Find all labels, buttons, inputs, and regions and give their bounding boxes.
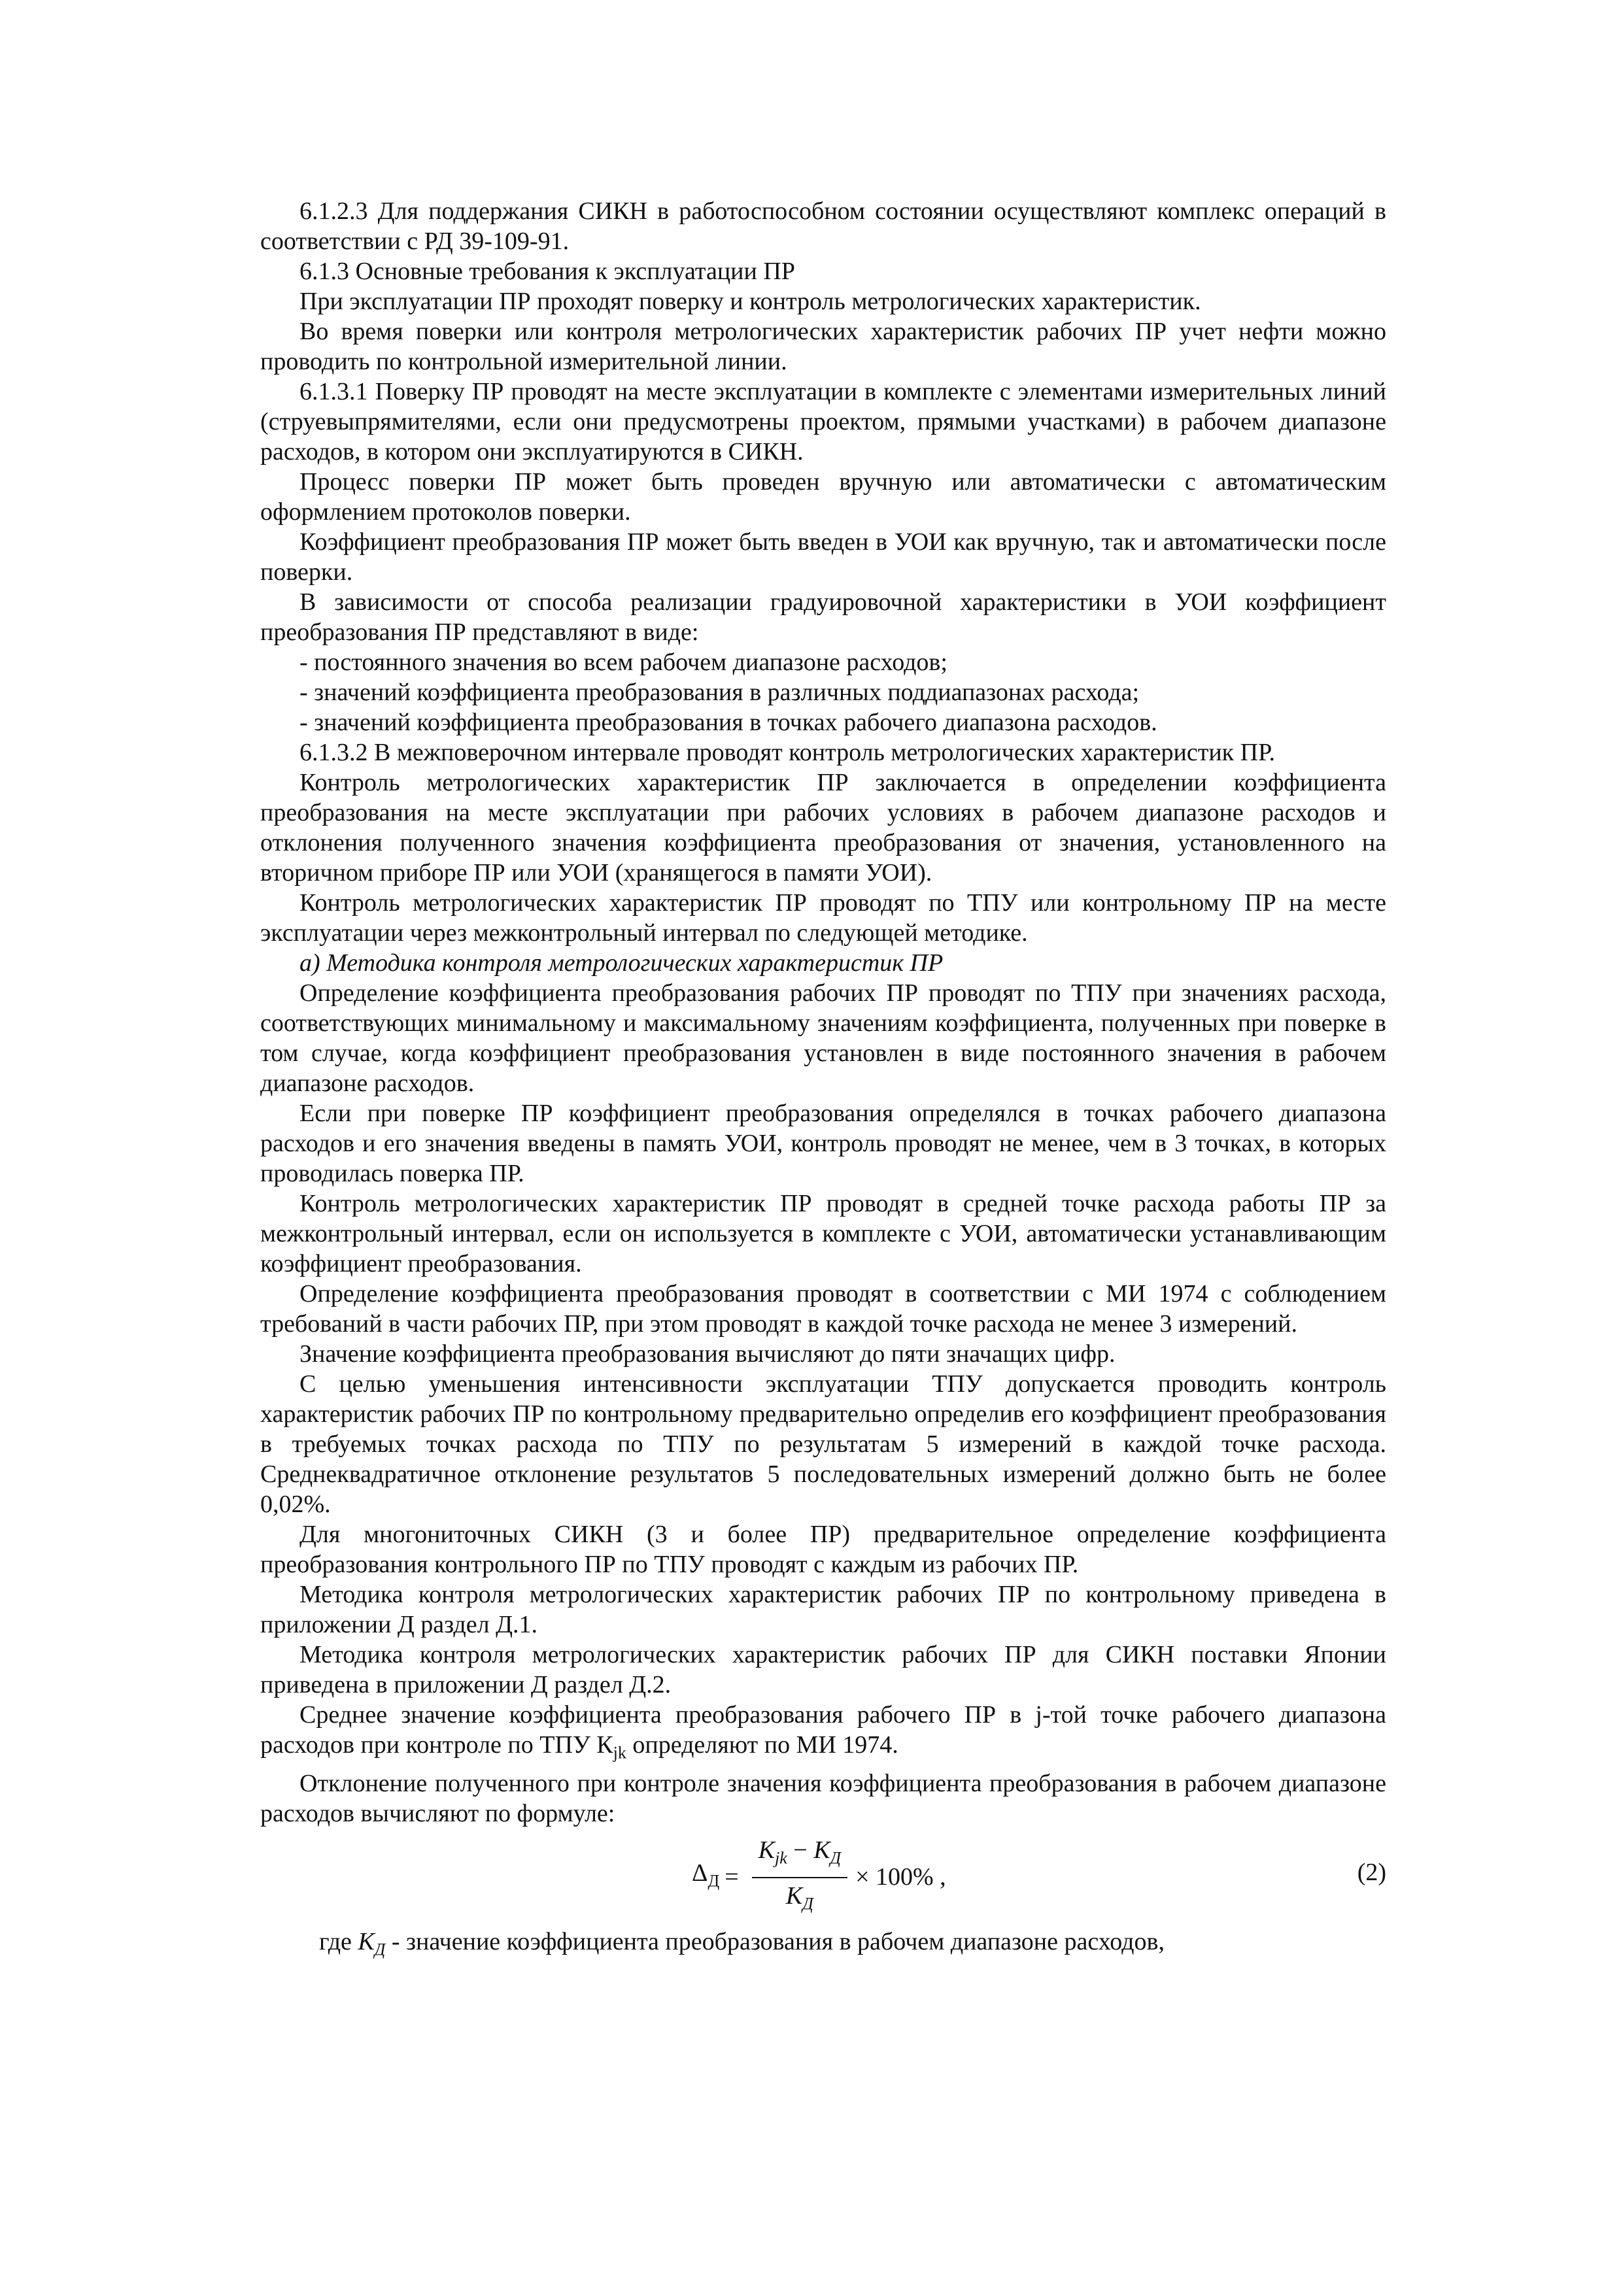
paragraph-mean-coefficient <box>260 1700 1386 1768</box>
section-heading-6-1-3: 6.1.3 Основные требования к эксплуатации ПР <box>299 258 795 285</box>
fraction-denominator: $K_Д$ <box>785 1882 813 1914</box>
paragraph-6-1-2-3: 6.1.2.3 Для поддержания СИКН в работоспособном состоянии осуществляют комплекс операций в соответствии с РД 39-109-91. <box>260 197 1386 255</box>
paragraph: Контроль метрологических характеристик ПР проводят по ТПУ или контрольному ПР на месте эксплуатации через межконтрольный интервал по следующей методике. <box>260 889 1386 947</box>
paragraph: Методика контроля метрологических характеристик рабочих ПР для СИКН поставки Японии приведена в приложении Д раздел Д.2. <box>260 1641 1386 1698</box>
paragraph: Отклонение полученного при контроле значения коэффициента преобразования в рабочем диапазоне расходов вычисляют по формуле: <box>260 1769 1386 1827</box>
paragraph: Контроль метрологических характеристик ПР проводят в средней точке расхода работы ПР за межконтрольный интервал, если он используется в комплекте с УОИ, автоматически устанавливающим коэффициент преобразования. <box>260 1190 1386 1277</box>
paragraph: С целью уменьшения интенсивности эксплуатации ТПУ допускается проводить контроль характеристик рабочих ПР по контрольному предварительно определив его коэффициент преобразования в требуемых точках расхода по ТПУ по результатам 5 измерений в каждой точке расхода. Среднеквадратичное отклонение результатов 5 последовательных измерений должно быть не более 0,02%. <box>260 1370 1386 1518</box>
fraction-numerator: $K_{jk} - K_Д$ <box>752 1835 847 1879</box>
subsection-heading-a: а) Методика контроля метрологических характеристик ПР <box>299 949 944 977</box>
paragraph: Во время поверки или контроля метрологических характеристик рабочих ПР учет нефти можно проводить по контрольной измерительной линии. <box>260 318 1386 375</box>
paragraph: Для многониточных СИКН (3 и более ПР) предварительное определение коэффициента преобразования контрольного ПР по ТПУ проводят с каждым из рабочих ПР. <box>260 1521 1386 1578</box>
paragraph-text: Среднее значение коэффициента преобразования рабочего ПР в j-той точке рабочего диапазона расходов при контроле по ТПУ К <box>260 1701 1386 1759</box>
list-item: - значений коэффициента преобразования в точках рабочего диапазона расходов. <box>299 709 1157 736</box>
formula-lhs: $\Delta_Д$ <box>692 1859 720 1891</box>
paragraph: В зависимости от способа реализации градуировочной характеристики в УОИ коэффициент преобразования ПР представляют в виде: <box>260 588 1386 646</box>
fraction <box>752 1835 847 1919</box>
list-item: - постоянного значения во всем рабочем диапазоне расходов; <box>299 649 947 676</box>
equals-sign: = <box>725 1863 739 1891</box>
formula-number: (2) <box>1357 1858 1386 1886</box>
document-body <box>260 196 1386 1965</box>
paragraph: При эксплуатации ПР проходят поверку и контроль метрологических характеристик. <box>299 288 1201 315</box>
paragraph: Процесс поверки ПР может быть проведен вручную или автоматически с автоматическим оформлением протоколов поверки. <box>260 468 1386 526</box>
paragraph: Контроль метрологических характеристик ПР заключается в определении коэффициента преобразования на месте эксплуатации при рабочих условиях в рабочем диапазоне расходов и отклонения полученного значения коэффициента преобразования от значения, установленного на вторичном приборе ПР или УОИ (хранящегося в памяти УОИ). <box>260 769 1386 886</box>
paragraph: Методика контроля метрологических характеристик рабочих ПР по контрольному приведена в приложении Д раздел Д.1. <box>260 1581 1386 1638</box>
paragraph-text: определяют по МИ 1974. <box>626 1731 898 1759</box>
subscript: jk <box>613 1743 626 1763</box>
symbol: $K_Д$ <box>358 1927 386 1959</box>
paragraph: Определение коэффициента преобразования рабочих ПР проводят по ТПУ при значениях расхода, соответствующих минимальному и максимальному значениям коэффициента, полученных при поверке в том случае, когда коэффициент преобразования установлен в виде постоянного значения в рабочем диапазоне расходов. <box>260 979 1386 1097</box>
paragraph-6-1-3-1: 6.1.3.1 Поверку ПР проводят на месте эксплуатации в комплекте с элементами измерительных линий (струевыпрямителями, если они предусмотрены проектом, прямыми участками) в рабочем диапазоне расходов, в котором они эксплуатируются в СИКН. <box>260 378 1386 465</box>
formula-explanation: где $K_Д$ - значение коэффициента преобразования в рабочем диапазоне расходов, <box>319 1927 1165 1959</box>
formula-2 <box>692 1835 946 1919</box>
list-item: - значений коэффициента преобразования в различных поддиапазонах расхода; <box>299 679 1140 706</box>
formula-multiplier: × 100% , <box>855 1863 946 1891</box>
paragraph: Определение коэффициента преобразования проводят в соответствии с МИ 1974 с соблюдением требований в части рабочих ПР, при этом проводят в каждой точке расхода не менее 3 измерений. <box>260 1280 1386 1338</box>
paragraph: Коэффициент преобразования ПР может быть введен в УОИ как вручную, так и автоматически после поверки. <box>260 528 1386 586</box>
paragraph-6-1-3-2: 6.1.3.2 В межповерочном интервале проводят контроль метрологических характеристик ПР. <box>299 739 1275 766</box>
paragraph: Если при поверке ПР коэффициент преобразования определялся в точках рабочего диапазона расходов и его значения введены в память УОИ, контроль проводят не менее, чем в 3 точках, в которых проводилась поверка ПР. <box>260 1100 1386 1187</box>
formula-row <box>260 1831 1386 1923</box>
paragraph: Значение коэффициента преобразования вычисляют до пяти значащих цифр. <box>299 1340 1116 1368</box>
